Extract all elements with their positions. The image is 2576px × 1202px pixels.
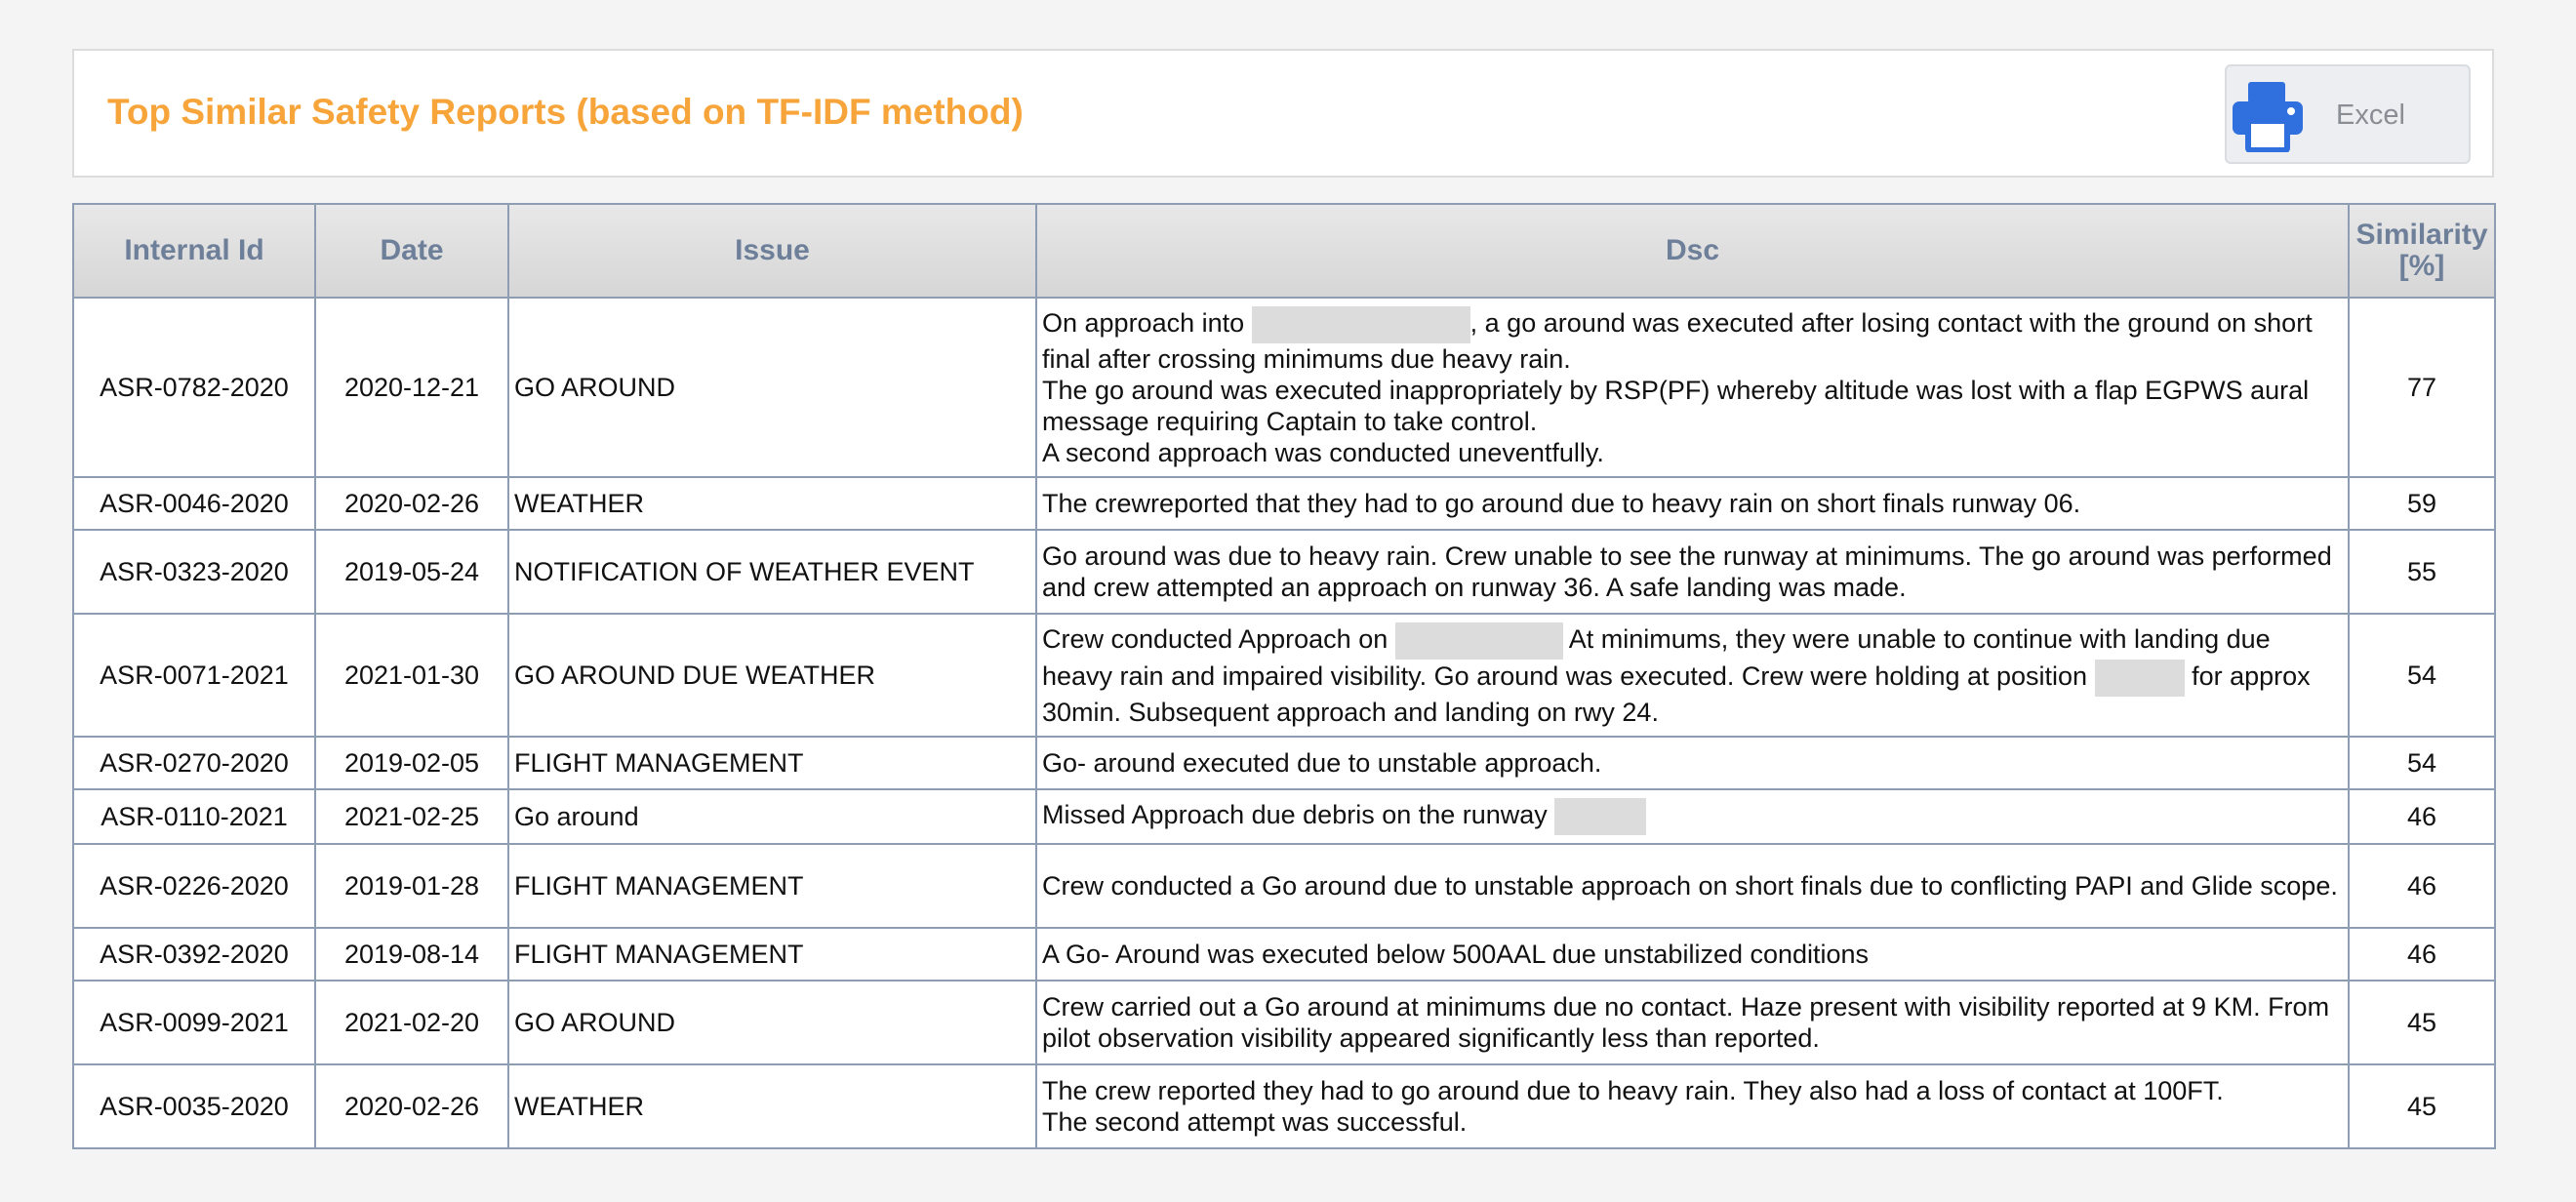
column-header-similarity[interactable]: Similarity [%] [2349,204,2495,298]
cell-similarity: 54 [2349,737,2495,789]
similar-reports-table [72,203,2496,1149]
table-header-row [73,204,2495,298]
table-row[interactable] [73,981,2495,1064]
cell-dsc [1036,298,2349,477]
table-row[interactable] [73,789,2495,844]
table-row[interactable] [73,477,2495,530]
dsc-text: Go- around executed due to unstable approach. [1042,748,1602,778]
cell-similarity: 59 [2349,477,2495,530]
dsc-text: A Go- Around was executed below 500AAL due unstabilized conditions [1042,940,1870,969]
dsc-text: Go around was due to heavy rain. Crew unable to see the runway at minimums. The go around was performed and crew attempted an approach on runway 36. A safe landing was made. [1042,541,2332,602]
redacted-text [1252,306,1470,343]
cell-similarity: 45 [2349,1064,2495,1148]
printer-icon [2231,80,2305,152]
table-row[interactable] [73,1064,2495,1148]
cell-date: 2019-05-24 [315,530,508,614]
cell-internal-id: ASR-0046-2020 [73,477,315,530]
cell-date: 2019-02-05 [315,737,508,789]
cell-issue: FLIGHT MANAGEMENT [508,737,1036,789]
cell-internal-id: ASR-0270-2020 [73,737,315,789]
cell-date: 2019-08-14 [315,928,508,981]
table-row[interactable] [73,844,2495,928]
cell-dsc [1036,928,2349,981]
cell-internal-id: ASR-0099-2021 [73,981,315,1064]
cell-date: 2020-02-26 [315,1064,508,1148]
redacted-text [2095,660,2185,697]
cell-similarity: 46 [2349,844,2495,928]
cell-internal-id: ASR-0071-2021 [73,614,315,737]
cell-date: 2021-01-30 [315,614,508,737]
cell-date: 2019-01-28 [315,844,508,928]
dsc-text: At minimums, they were unable to continue with landing due heavy rain and impaired visibility. Go around was executed. Crew were holding at position [1042,624,2271,692]
excel-button-label: Excel [2336,100,2405,131]
table-row[interactable] [73,737,2495,789]
cell-dsc [1036,1064,2349,1148]
dsc-text: The second attempt was successful. [1042,1107,1468,1137]
cell-issue: GO AROUND [508,981,1036,1064]
cell-dsc [1036,844,2349,928]
cell-issue: WEATHER [508,1064,1036,1148]
cell-dsc [1036,477,2349,530]
cell-dsc [1036,530,2349,614]
redacted-text [1554,798,1646,835]
dsc-text: Crew conducted Approach on [1042,624,1395,655]
dsc-text: The go around was executed inappropriately by RSP(PF) whereby altitude was lost with a flap EGPWS aural message requiring Captain to take control. [1042,376,2310,436]
cell-similarity: 55 [2349,530,2495,614]
column-header-issue[interactable]: Issue [508,204,1036,298]
dsc-text: Crew carried out a Go around at minimums due no contact. Haze present with visibility reported at 9 KM. From pilot observation visibility appeared significantly less than reported. [1042,992,2330,1053]
column-header-internal-id[interactable]: Internal Id [73,204,315,298]
cell-internal-id: ASR-0226-2020 [73,844,315,928]
table-row[interactable] [73,530,2495,614]
cell-similarity: 46 [2349,928,2495,981]
similar-reports-table-container [72,203,2494,1149]
column-header-dsc[interactable]: Dsc [1036,204,2349,298]
cell-issue: GO AROUND [508,298,1036,477]
dsc-text: Missed Approach due debris on the runway [1042,800,1555,830]
page-title: Top Similar Safety Reports (based on TF-IDF method) [107,92,1024,132]
cell-issue: FLIGHT MANAGEMENT [508,928,1036,981]
cell-similarity: 45 [2349,981,2495,1064]
cell-internal-id: ASR-0782-2020 [73,298,315,477]
cell-dsc [1036,981,2349,1064]
redacted-text [1395,622,1563,660]
cell-internal-id: ASR-0323-2020 [73,530,315,614]
cell-dsc [1036,737,2349,789]
table-row[interactable] [73,614,2495,737]
cell-date: 2021-02-25 [315,789,508,844]
cell-issue: WEATHER [508,477,1036,530]
cell-dsc [1036,789,2349,844]
cell-issue: Go around [508,789,1036,844]
column-header-date[interactable]: Date [315,204,508,298]
cell-date: 2020-02-26 [315,477,508,530]
dsc-text: , a go around was executed after losing contact with the ground on short final after crossing minimums due heavy rain. [1042,308,2313,374]
cell-similarity: 54 [2349,614,2495,737]
dsc-text: A second approach was conducted uneventfully. [1042,438,1604,467]
cell-date: 2021-02-20 [315,981,508,1064]
cell-similarity: 77 [2349,298,2495,477]
cell-issue: NOTIFICATION OF WEATHER EVENT [508,530,1036,614]
dsc-text: The crewreported that they had to go around due to heavy rain on short finals runway 06. [1042,489,2081,518]
cell-dsc [1036,614,2349,737]
table-row[interactable] [73,298,2495,477]
dsc-text: On approach into [1042,308,1252,339]
excel-export-button[interactable] [2225,64,2471,164]
cell-internal-id: ASR-0110-2021 [73,789,315,844]
cell-internal-id: ASR-0392-2020 [73,928,315,981]
cell-date: 2020-12-21 [315,298,508,477]
cell-issue: GO AROUND DUE WEATHER [508,614,1036,737]
table-body [73,298,2495,1148]
dsc-text: Crew conducted a Go around due to unstable approach on short finals due to conflicting PAPI and Glide scope. [1042,871,2338,901]
dsc-text: for approx 30min. Subsequent approach and landing on rwy 24. [1042,661,2311,727]
table-row[interactable] [73,928,2495,981]
cell-issue: FLIGHT MANAGEMENT [508,844,1036,928]
dsc-text: The crew reported they had to go around due to heavy rain. They also had a loss of contact at 100FT. [1042,1076,2224,1105]
cell-internal-id: ASR-0035-2020 [73,1064,315,1148]
cell-similarity: 46 [2349,789,2495,844]
report-header-panel [72,49,2494,178]
